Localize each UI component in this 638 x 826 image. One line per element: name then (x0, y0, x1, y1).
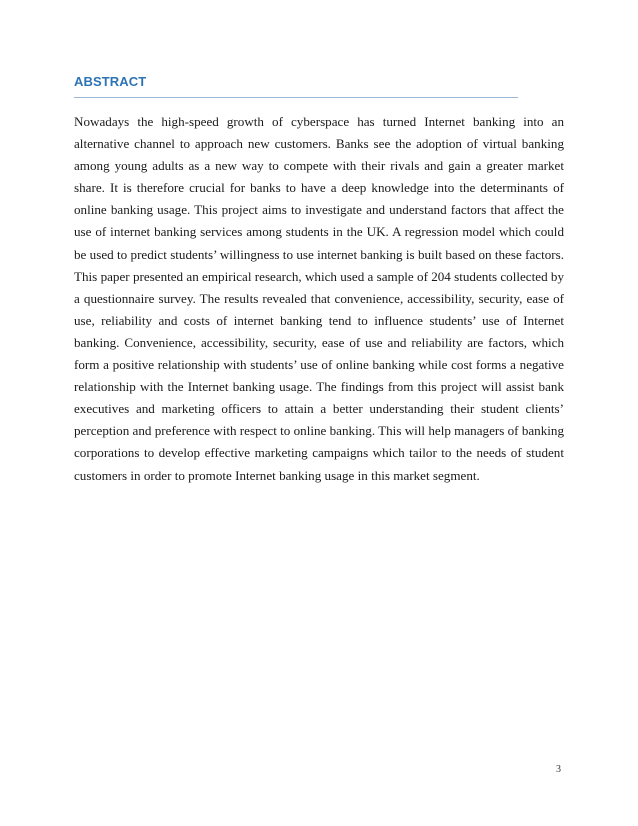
page-number: 3 (556, 764, 561, 775)
section-heading: ABSTRACT (74, 74, 147, 89)
abstract-paragraph: Nowadays the high-speed growth of cyberspace has turned Internet banking into an alternative channel to approach new customers. Banks see the adoption of virtual banking among young adults as a new way to compete with their rivals and gain a greater market share. It is therefore crucial for banks to have a deep knowledge into the determinants of online banking usage. This project aims to investigate and understand factors that affect the use of internet banking services among students in the UK. A regression model which could be used to predict students’ willingness to use internet banking is built based on these factors. This paper presented an empirical research, which used a sample of 204 students collected by a questionnaire survey. The results revealed that convenience, accessibility, security, ease of use, reliability and costs of internet banking tend to influence students’ use of Internet banking. Convenience, accessibility, security, ease of use and reliability are factors, which form a positive relationship with students’ use of online banking while cost forms a negative relationship with the Internet banking usage. The findings from this project will assist bank executives and marketing officers to attain a better understanding their student clients’ perception and preference with respect to online banking. This will help managers of banking corporations to develop effective marketing campaigns which tailor to the needs of student customers in order to promote Internet banking usage in this market segment. (74, 114, 564, 483)
heading-underline (74, 97, 518, 98)
